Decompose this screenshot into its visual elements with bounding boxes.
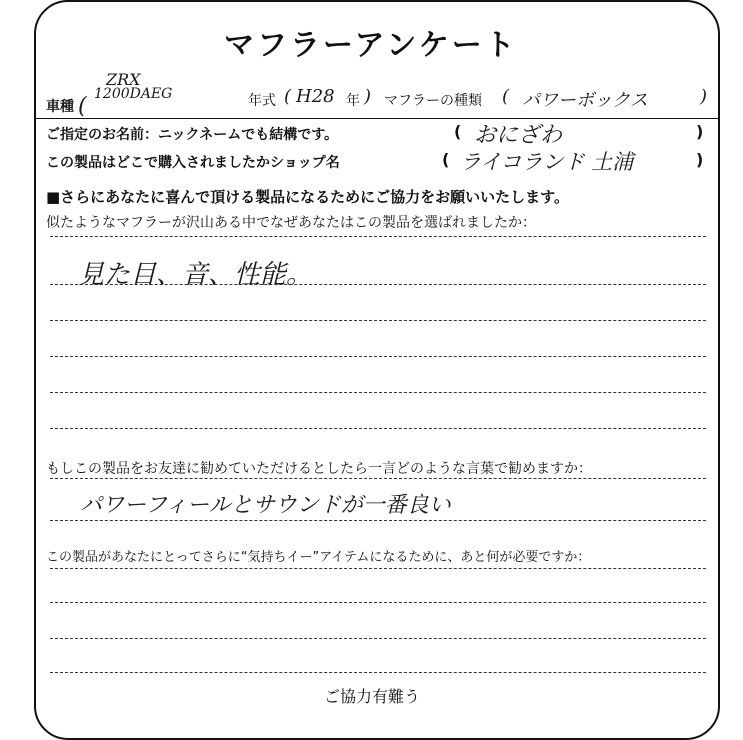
question-1: 似たようなマフラーが沢山ある中でなぜあなたはこの製品を選ばれましたか： — [46, 215, 536, 231]
year-unit: 年 — [346, 93, 360, 109]
car-value-variant: 1200DAEG — [94, 86, 173, 102]
survey-form — [34, 0, 720, 706]
muffler-paren-open: ( — [502, 86, 510, 107]
name-label: ご指定のお名前：ニックネームでも結構です。 — [46, 127, 339, 143]
answer-line — [50, 638, 706, 639]
year-value: H28 — [296, 86, 335, 107]
answer-line — [50, 672, 706, 673]
muffler-type-value: パワーボックス — [522, 90, 648, 111]
year-paren-open: ( — [284, 86, 292, 107]
answer-1: 見た目、音、性能。 — [78, 260, 313, 290]
question-3: この製品があなたにとってさらに“気持ちイー”アイテムになるために、あと何が必要ですか： — [46, 550, 591, 565]
question-2: もしこの製品をお友達に勧めていただけるとしたら一言どのような言葉で勧めますか： — [46, 461, 592, 477]
car-value-model: ZRX — [106, 70, 141, 89]
name-paren-close: ) — [696, 122, 704, 141]
muffler-paren-close: ) — [700, 86, 708, 107]
answer-2: パワーフィールとサウンドが一番良い — [80, 493, 451, 518]
name-paren-open: ( — [454, 122, 462, 141]
answer-line — [50, 520, 706, 521]
header-separator — [34, 118, 720, 119]
shop-label: この製品はどこで購入されましたかショップ名 — [46, 155, 340, 171]
answer-line — [50, 356, 706, 357]
year-label: 年式 — [248, 93, 276, 109]
name-value: おにざわ — [474, 123, 563, 148]
intro-text: ■さらにあなたに喜んで頂ける製品になるためにご協力をお願いいたします。 — [46, 188, 569, 206]
form-title: マフラーアンケート — [214, 24, 528, 68]
shop-value: ライコランド 土浦 — [460, 150, 634, 174]
answer-line — [50, 284, 706, 285]
q1-line — [50, 236, 706, 237]
car-paren-open: ( — [78, 94, 87, 119]
answer-line — [50, 602, 706, 603]
car-label: 車種 — [46, 99, 74, 115]
shop-paren-close: ) — [696, 150, 704, 169]
answer-line — [50, 428, 706, 429]
q2-line — [50, 478, 706, 479]
footer-thanks: ご協力有難う — [324, 687, 421, 706]
shop-paren-open: ( — [442, 150, 450, 169]
answer-line — [50, 392, 706, 393]
muffler-type-label: マフラーの種類 — [384, 93, 482, 109]
q3-line — [50, 568, 706, 569]
answer-line — [50, 320, 706, 321]
year-paren-close: ) — [364, 86, 372, 107]
